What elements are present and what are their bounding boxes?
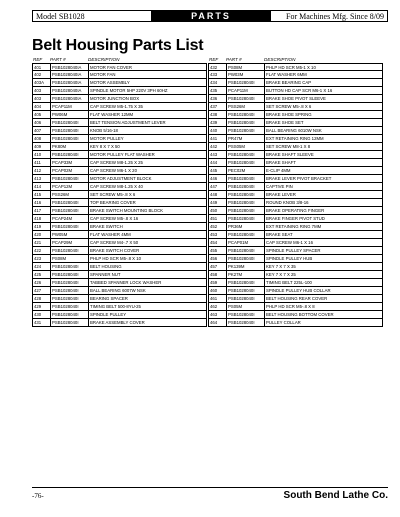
part-number-cell: PSB1028040I xyxy=(226,159,264,167)
description-cell: SPINDLE MOTOR 5HP 220V 3PH 60HZ xyxy=(88,87,206,95)
part-number-cell: PCAP12M xyxy=(50,183,88,191)
model-label: Model SB1028 xyxy=(32,10,152,22)
ref-cell: 419 xyxy=(34,224,42,229)
ref-cell: 463 xyxy=(210,312,218,317)
part-number-cell: PSB1028040I xyxy=(50,223,88,231)
ref-cell: 417 xyxy=(34,208,42,213)
part-number-cell: PR47M xyxy=(226,135,264,143)
part-number-cell: PSB1028040I xyxy=(50,263,88,271)
ref-cell: 460 xyxy=(210,288,218,293)
ref-cell: 454 xyxy=(210,240,218,245)
col-desc-header: DESCRIPTION xyxy=(264,57,296,62)
part-number-cell: PK139M xyxy=(226,263,264,271)
description-cell: BRAKE SHOE SET xyxy=(264,119,382,127)
table-row xyxy=(208,183,383,191)
ref-cell: 431 xyxy=(34,320,42,325)
ref-cell: 462 xyxy=(210,304,218,309)
table-row xyxy=(208,175,383,183)
part-number-cell: PSB1028040I xyxy=(226,119,264,127)
table-row xyxy=(208,319,383,327)
description-cell: CAP SCREW M5-.8 X 16 xyxy=(88,215,206,223)
ref-cell: 426 xyxy=(34,280,42,285)
part-number-cell: PCAP02M xyxy=(50,167,88,175)
description-cell: TIMING BELT 225L-100 xyxy=(264,279,382,287)
description-cell: PHLP HD SCR M5-.8 X 10 xyxy=(88,255,206,263)
ref-cell: 425 xyxy=(34,272,42,277)
part-number-cell: PSB1028040I xyxy=(226,79,264,87)
ref-cell: 423 xyxy=(34,256,42,261)
description-cell: BRAKE SHOE SPRING xyxy=(264,111,382,119)
footer-divider xyxy=(32,487,388,488)
table-row xyxy=(208,223,383,231)
table-row xyxy=(32,287,207,295)
description-cell: BRAKE LEVER PIVOT BRACKET xyxy=(264,175,382,183)
description-cell: BELT TENSION ADJUSTMENT LEVER xyxy=(88,119,206,127)
part-number-cell: PSB1028040I xyxy=(50,303,88,311)
description-cell: BRAKE SHAFT xyxy=(264,159,382,167)
description-cell: FLAT WASHER 6MM xyxy=(264,71,382,79)
description-cell: KEY 8 X 7 X 50 xyxy=(88,143,206,151)
part-number-cell: PCAP29M xyxy=(50,239,88,247)
ref-cell: 458 xyxy=(210,272,218,277)
col-desc-header: DESCRIPTION xyxy=(88,57,120,62)
ref-cell: 436 xyxy=(210,96,218,101)
description-cell: BEARING SPACER xyxy=(88,295,206,303)
ref-cell: 427 xyxy=(34,288,42,293)
ref-cell: 444 xyxy=(210,160,218,165)
description-cell: ROUND KNOB 3/8-16 xyxy=(264,199,382,207)
table-row xyxy=(208,79,383,87)
ref-cell: 442 xyxy=(210,144,218,149)
description-cell: PULLEY COLLAR xyxy=(264,319,382,327)
description-cell: SPINDLE PULLEY HUB COLLAR xyxy=(264,287,382,295)
ref-cell: 412 xyxy=(34,168,42,173)
table-row xyxy=(32,207,207,215)
description-cell: MOTOR PULLEY FLAT WASHER xyxy=(88,151,206,159)
table-row xyxy=(32,319,207,327)
description-cell: SPINDLE PULLEY xyxy=(88,311,206,319)
description-cell: FLAT WASHER 12MM xyxy=(88,111,206,119)
ref-cell: 435 xyxy=(210,88,218,93)
part-number-cell: PSB1028040I xyxy=(50,207,88,215)
table-row xyxy=(32,263,207,271)
table-row xyxy=(32,303,207,311)
part-number-cell: PCAP11M xyxy=(226,87,264,95)
part-number-cell: PSB1028040I xyxy=(50,151,88,159)
table-row xyxy=(208,279,383,287)
ref-cell: 452 xyxy=(210,224,218,229)
table-row xyxy=(208,71,383,79)
ref-cell: 446 xyxy=(210,176,218,181)
description-cell: BRAKE SWITCH MOUNTING BLOCK xyxy=(88,207,206,215)
table-row xyxy=(32,247,207,255)
table-row xyxy=(32,135,207,143)
table-row xyxy=(208,207,383,215)
table-row xyxy=(208,263,383,271)
col-part-header: PART # xyxy=(50,57,66,62)
part-number-cell: PSB1028040I xyxy=(226,127,264,135)
ref-cell: 422 xyxy=(34,248,42,253)
part-number-cell: PCAP11M xyxy=(50,103,88,111)
ref-cell: 403A xyxy=(34,80,45,85)
ref-cell: 461 xyxy=(210,296,218,301)
ref-cell: 432 xyxy=(210,65,218,70)
description-cell: BELT HOUSING REAR COVER xyxy=(264,295,382,303)
description-cell: BRAKE SHOE PIVOT SLEEVE xyxy=(264,95,382,103)
part-number-cell: PSB1028040IA xyxy=(50,95,88,103)
description-cell: KEY 7 X 7 X 25 xyxy=(264,271,382,279)
part-number-cell: PSB1028040IA xyxy=(50,71,88,79)
part-number-cell: PSB1028040I xyxy=(50,127,88,135)
part-number-cell: PSB1028040I xyxy=(226,319,264,327)
ref-cell: 401 xyxy=(34,65,42,70)
table-row xyxy=(208,119,383,127)
description-cell: MOTOR FAN xyxy=(88,71,206,79)
ref-cell: 448 xyxy=(210,192,218,197)
part-number-cell: PSB1028040I xyxy=(226,111,264,119)
part-number-cell: PSS26M xyxy=(226,103,264,111)
col-ref-header: REF xyxy=(209,57,219,62)
ref-cell: 445 xyxy=(210,168,218,173)
description-cell: FLAT WASHER 4MM xyxy=(88,231,206,239)
description-cell: KNOB 5/16-18 xyxy=(88,127,206,135)
table-row xyxy=(32,87,207,95)
table-row xyxy=(32,79,207,87)
part-number-cell: PSB1028040I xyxy=(226,95,264,103)
part-number-cell: PSB1028040I xyxy=(50,319,88,327)
description-cell: MOTOR FAN COVER xyxy=(88,64,206,71)
table-row xyxy=(32,71,207,79)
ref-cell: 433 xyxy=(210,72,218,77)
table-row xyxy=(208,127,383,135)
ref-cell: 414 xyxy=(34,184,42,189)
part-number-cell: PW03M xyxy=(226,71,264,79)
table-row xyxy=(32,95,207,103)
part-number-cell: PSB1028040I xyxy=(226,183,264,191)
part-number-cell: PSB1028040I xyxy=(226,295,264,303)
table-row xyxy=(208,239,383,247)
ref-cell: 455 xyxy=(210,248,218,253)
table-row xyxy=(32,175,207,183)
description-cell: MOTOR ADJUSTMENT BLOCK xyxy=(88,175,206,183)
part-number-cell: PEC02M xyxy=(226,167,264,175)
ref-cell: 447 xyxy=(210,184,218,189)
description-cell: CAPTIVE PIN xyxy=(264,183,382,191)
description-cell: E-CLIP 4MM xyxy=(264,167,382,175)
table-row xyxy=(208,255,383,263)
ref-cell: 403 xyxy=(34,96,42,101)
ref-cell: 406 xyxy=(34,120,42,125)
table-row xyxy=(32,239,207,247)
description-cell: MOTOR ASSEMBLY xyxy=(88,79,206,87)
part-number-cell: PCAP24M xyxy=(50,215,88,223)
description-cell: CAP SCREW M6-1 X 16 xyxy=(264,239,382,247)
ref-cell: 416 xyxy=(34,200,42,205)
ref-cell: 451 xyxy=(210,216,218,221)
ref-cell: 409 xyxy=(34,144,42,149)
table-row xyxy=(208,135,383,143)
description-cell: CAP SCREW M4-.7 X 50 xyxy=(88,239,206,247)
table-row xyxy=(32,127,207,135)
description-cell: BRAKE OPERATING FINGER xyxy=(264,207,382,215)
description-cell: BALL BEARING 6010W NSK xyxy=(264,127,382,135)
part-number-cell: PSB1028040I xyxy=(50,271,88,279)
table-row xyxy=(32,295,207,303)
part-number-cell: PS08M xyxy=(226,64,264,71)
description-cell: BELT HOUSING BOTTOM COVER xyxy=(264,311,382,319)
ref-cell: 411 xyxy=(34,160,41,165)
ref-cell: 443 xyxy=(210,152,218,157)
table-row xyxy=(32,63,207,71)
part-number-cell: PSB1028040I xyxy=(50,311,88,319)
page-header xyxy=(32,10,388,24)
ref-cell: 407 xyxy=(34,128,42,133)
part-number-cell: PSB1028040I xyxy=(50,279,88,287)
part-number-cell: PSB1028040I xyxy=(226,215,264,223)
table-row xyxy=(32,223,207,231)
part-number-cell: PSB1028040I xyxy=(226,199,264,207)
table-row xyxy=(208,111,383,119)
part-number-cell: PW06M xyxy=(50,111,88,119)
part-number-cell: PSB1028040I xyxy=(226,255,264,263)
ref-cell: 410 xyxy=(34,152,42,157)
description-cell: TIMING BELT 500-8YU-25 xyxy=(88,303,206,311)
table-row xyxy=(208,271,383,279)
part-number-cell: PSB1028040I xyxy=(226,311,264,319)
table-row xyxy=(32,231,207,239)
description-cell: EXT RETAINING RING 7MM xyxy=(264,223,382,231)
part-number-cell: PSB1028040I xyxy=(50,175,88,183)
ref-cell: 450 xyxy=(210,208,218,213)
ref-cell: 464 xyxy=(210,320,218,325)
ref-cell: 430 xyxy=(34,312,42,317)
parts-table-left xyxy=(32,56,207,327)
table-row xyxy=(32,183,207,191)
tagline-label: For Machines Mfg. Since 8/09 xyxy=(270,10,388,22)
part-number-cell: PSB1028040I xyxy=(50,119,88,127)
table-row xyxy=(32,103,207,111)
table-row xyxy=(208,231,383,239)
page-number: -76- xyxy=(32,492,44,500)
ref-cell: 420 xyxy=(34,232,42,237)
ref-cell: 459 xyxy=(210,280,218,285)
table-row xyxy=(208,103,383,111)
ref-cell: 429 xyxy=(34,304,42,309)
description-cell: SET SCREW M8-1 X 8 xyxy=(264,143,382,151)
part-number-cell: PCAP01M xyxy=(226,239,264,247)
table-row xyxy=(208,151,383,159)
table-row xyxy=(32,143,207,151)
part-number-cell: PSB1028040I xyxy=(50,287,88,295)
ref-cell: 449 xyxy=(210,200,218,205)
table-row xyxy=(32,159,207,167)
ref-cell: 418 xyxy=(34,216,42,221)
col-part-header: PART # xyxy=(226,57,242,62)
table-row xyxy=(208,247,383,255)
ref-cell: 424 xyxy=(34,264,42,269)
description-cell: PHLP HD SCR M5-.8 X 8 xyxy=(264,303,382,311)
ref-cell: 456 xyxy=(210,256,218,261)
table-row xyxy=(32,119,207,127)
part-number-cell: PSB1028040I xyxy=(50,295,88,303)
description-cell: MOTOR PULLEY xyxy=(88,135,206,143)
ref-cell: 437 xyxy=(210,104,218,109)
ref-cell: 428 xyxy=(34,296,42,301)
ref-cell: 439 xyxy=(210,120,218,125)
part-number-cell: PSB1028040I xyxy=(226,207,264,215)
table-header xyxy=(32,56,207,63)
part-number-cell: PS05M xyxy=(226,303,264,311)
part-number-cell: PSB1028040I xyxy=(226,247,264,255)
ref-cell: 457 xyxy=(210,264,218,269)
part-number-cell: PK80M xyxy=(50,143,88,151)
description-cell: CAP SCREW M8-1.25 X 40 xyxy=(88,183,206,191)
part-number-cell: PSS26M xyxy=(50,191,88,199)
part-number-cell: PW05M xyxy=(50,231,88,239)
part-number-cell: PSB1028040I xyxy=(50,247,88,255)
table-row xyxy=(32,167,207,175)
table-row xyxy=(208,63,383,71)
description-cell: BRAKE SWITCH COVER xyxy=(88,247,206,255)
description-cell: EXT RETAINING RING 12MM xyxy=(264,135,382,143)
ref-cell: 405 xyxy=(34,112,42,117)
description-cell: BELT HOUSING xyxy=(88,263,206,271)
parts-table-right xyxy=(208,56,383,327)
table-header xyxy=(208,56,383,63)
part-number-cell: PSB1028040IA xyxy=(50,79,88,87)
part-number-cell: PSS05M xyxy=(226,143,264,151)
description-cell: SET SCREW M5-.8 X 6 xyxy=(88,191,206,199)
table-row xyxy=(208,167,383,175)
description-cell: BRAKE FINGER PIVOT STUD xyxy=(264,215,382,223)
part-number-cell: PS08M xyxy=(50,255,88,263)
part-number-cell: PCAP33M xyxy=(50,159,88,167)
ref-cell: 404 xyxy=(34,104,42,109)
ref-cell: 413 xyxy=(34,176,42,181)
table-row xyxy=(208,311,383,319)
ref-cell: 453 xyxy=(210,232,218,237)
description-cell: TABBED SPANNER LOCK WASHER xyxy=(88,279,206,287)
part-number-cell: PSB1028040I xyxy=(226,279,264,287)
table-row xyxy=(208,159,383,167)
description-cell: SPANNER NUT xyxy=(88,271,206,279)
ref-cell: 434 xyxy=(210,80,218,85)
description-cell: CAP SCREW M6-1 X 20 xyxy=(88,167,206,175)
description-cell: BUTTON HD CAP SCR M6-1 X 16 xyxy=(264,87,382,95)
section-label: PARTS xyxy=(152,10,270,22)
description-cell: SET SCREW M5-.8 X 6 xyxy=(264,103,382,111)
description-cell: BRAKE SEAT xyxy=(264,231,382,239)
part-number-cell: PSB1028040I xyxy=(226,175,264,183)
part-number-cell: PR36M xyxy=(226,223,264,231)
description-cell: TOP BEARING COVER xyxy=(88,199,206,207)
table-row xyxy=(208,95,383,103)
ref-cell: 421 xyxy=(34,240,42,245)
brand-name: South Bend Lathe Co. xyxy=(283,490,388,501)
part-number-cell: PSB1028040I xyxy=(226,151,264,159)
ref-cell: 441 xyxy=(210,136,218,141)
part-number-cell: PSB1028040I xyxy=(50,135,88,143)
ref-cell: 438 xyxy=(210,112,218,117)
part-number-cell: PSB1028040I xyxy=(50,199,88,207)
table-row xyxy=(32,215,207,223)
table-row xyxy=(32,255,207,263)
ref-cell: 403 xyxy=(34,88,42,93)
description-cell: SPINDLE PULLEY SPACER xyxy=(264,247,382,255)
table-row xyxy=(32,151,207,159)
part-number-cell: PSB1028040I xyxy=(226,231,264,239)
page-title: Belt Housing Parts List xyxy=(32,37,204,54)
table-row xyxy=(208,87,383,95)
table-row xyxy=(32,311,207,319)
description-cell: BRAKE LEVER xyxy=(264,191,382,199)
ref-cell: 402 xyxy=(34,72,42,77)
table-row xyxy=(32,279,207,287)
part-number-cell: PSB1028040I xyxy=(226,191,264,199)
table-row xyxy=(32,191,207,199)
description-cell: BRAKE BEARING CAP xyxy=(264,79,382,87)
description-cell: CAP SCREW M8-1.25 X 25 xyxy=(88,159,206,167)
ref-cell: 415 xyxy=(34,192,42,197)
table-row xyxy=(208,295,383,303)
description-cell: PHLP HD SCR M5-1 X 10 xyxy=(264,64,382,71)
table-row xyxy=(208,191,383,199)
table-row xyxy=(32,111,207,119)
part-number-cell: PSB1028040I xyxy=(226,287,264,295)
description-cell: MOTOR JUNCTION BOX xyxy=(88,95,206,103)
description-cell: BRAKE SHAFT SLEEVE xyxy=(264,151,382,159)
description-cell: CAP SCREW M5-1.75 X 35 xyxy=(88,103,206,111)
description-cell: BRAKE ASSEMBLY COVER xyxy=(88,319,206,327)
table-row xyxy=(32,199,207,207)
table-row xyxy=(208,215,383,223)
col-ref-header: REF xyxy=(33,57,43,62)
part-number-cell: PSB1028040IA xyxy=(50,64,88,71)
part-number-cell: PK27M xyxy=(226,271,264,279)
part-number-cell: PSB1028040IA xyxy=(50,87,88,95)
ref-cell: 440 xyxy=(210,128,218,133)
table-row xyxy=(32,271,207,279)
description-cell: SPINDLE PULLEY HUB xyxy=(264,255,382,263)
description-cell: KEY 7 X 7 X 35 xyxy=(264,263,382,271)
table-row xyxy=(208,199,383,207)
description-cell: BALL BEARING 6007W NSK xyxy=(88,287,206,295)
ref-cell: 408 xyxy=(34,136,42,141)
description-cell: BRAKE SWITCH xyxy=(88,223,206,231)
table-row xyxy=(208,143,383,151)
table-row xyxy=(208,303,383,311)
table-row xyxy=(208,287,383,295)
